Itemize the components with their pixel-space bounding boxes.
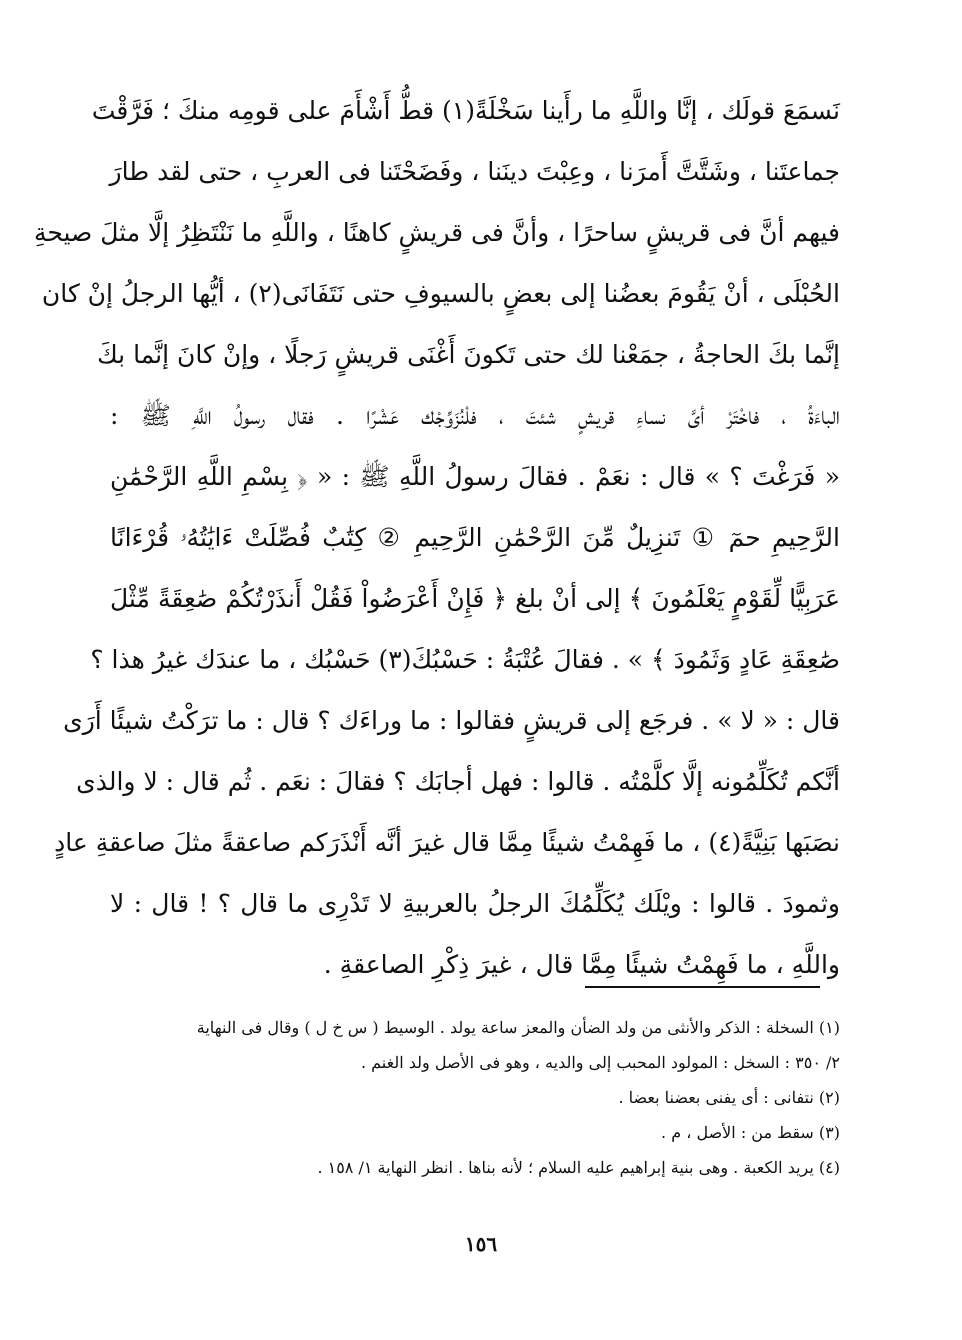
footnotes — [110, 1010, 840, 1185]
footnote-3: (٣) سقط من : الأصل ، م . — [661, 1123, 840, 1142]
footnote-separator — [585, 986, 820, 988]
text-line: الحُبْلَى ، أنْ يَقُومَ بعضُنا إلى بعضٍ بالسيوفِ حتى نَتَفَانَى(٢) ، أيُّها الرجلُ إنْ كان — [41, 279, 840, 308]
text-line: عَرَبِيًّا لِّقَوْمٍ يَعْلَمُونَ ﴾ إلى أنْ بلغ ﴿ فَإِنْ أَعْرَضُواْ فَقُلْ أَنذَرْتُكُمْ صَٰعِقَةً مِّثْلَ — [110, 584, 840, 613]
text-line: فيهم أنَّ فى قريشٍ ساحرًا ، وأنَّ فى قريشٍ كاهنًا ، واللَّهِ ما نَنْتَظِرُ إلَّا مثلَ صيحةِ — [33, 218, 840, 247]
text-line: صَٰعِقَةِ عَادٍ وَثَمُودَ ﴾ » . فقالَ عُتْبَةُ : حَسْبُكَ(٣) حَسْبُك ، ما عندَك غيرُ هذا ؟ — [90, 645, 840, 674]
text-line: الرَّحِيمِ حمٓ ① تَنزِيلٌ مِّنَ الرَّحْمَٰنِ الرَّحِيمِ ② كِتَٰبٌ فُصِّلَتْ ءَايَٰتُهُۥ قُرْءَانًا — [110, 523, 840, 552]
text-line: « فَرَغْتَ ؟ » قال : نعَمْ . فقالَ رسولُ اللَّهِ ﷺ : « ﴿ بِسْمِ اللَّهِ الرَّحْمَٰنِ — [110, 462, 840, 491]
text-line: وثمودَ . قالوا : ويْلَك يُكَلِّمُكَ الرجلُ بالعربيةِ لا تَدْرِى ما قال ؟ ! قال : لا — [110, 889, 840, 918]
text-line: نصَبَها بَنِيَّةً(٤) ، ما فَهِمْتُ شيئًا مِمَّا قال غيرَ أنَّه أَنْذَرَكم صاعقةً مثلَ صاعقةِ عادٍ — [54, 828, 840, 857]
text-line: جماعتَنا ، وشَتَّتَّ أَمرَنا ، وعِبْتَ دينَنا ، وفَضَحْتَنا فى العربِ ، حتى لقد طارَ — [109, 157, 840, 186]
text-line: نَسمَعَ قولَك ، إنَّا واللَّهِ ما رأَينا سَخْلَةً(١) قطُّ أَشْأَمَ على قومِه منكَ ؛ فَرَّقْتَ — [91, 96, 840, 125]
footnote-1-continued: ٢/ ٣٥٠ : السخل : المولود المحبب إلى والديه ، وهو فى الأصل ولد الغنم . — [360, 1053, 840, 1072]
page-number: ١٥٦ — [464, 1232, 498, 1256]
text-line: أنَّكم تُكَلِّمُونه إلَّا كلَّمْتُه . قالوا : فهل أجابَك ؟ فقالَ : نعَم . ثُم قال : لا والذى — [76, 767, 840, 796]
main-text — [33, 80, 840, 995]
footnote-2: (٢) نتفانى : أى يفنى بعضنا بعضا . — [618, 1088, 840, 1107]
text-line: إنَّما بكَ الحاجةُ ، جمَعْنا لك حتى تَكونَ أَغْنَى قريشٍ رَجلًا ، وإنْ كانَ إنَّما بكَ — [97, 340, 840, 369]
text-line: الباءَةُ ، فاخْتَرْ أىَّ نساءِ قريشٍ شئتَ ، فلْنُزَوِّجْك عَشْرًا . فقال رسولُ اللَّهِ ﷺ : — [110, 401, 840, 430]
footnote-4: (٤) يريد الكعبة . وهى بنية إبراهيم عليه السلام ؛ لأنه بناها . انظر النهاية ١/ ١٥٨ . — [317, 1158, 840, 1177]
text-line: قال : « لا » . فرجَع إلى قريشٍ فقالوا : ما وراءَك ؟ قال : ما ترَكْتُ شيئًا أَرَى — [63, 706, 840, 735]
text-line: واللَّهِ ، ما فَهِمْتُ شيئًا مِمَّا قال ، غيرَ ذِكْرِ الصاعقةِ . — [323, 950, 840, 979]
footnote-1: (١) السخلة : الذكر والأنثى من ولد الضأن والمعز ساعة يولد . الوسيط ( س خ ل ) وقال فى النهاية — [196, 1018, 840, 1037]
